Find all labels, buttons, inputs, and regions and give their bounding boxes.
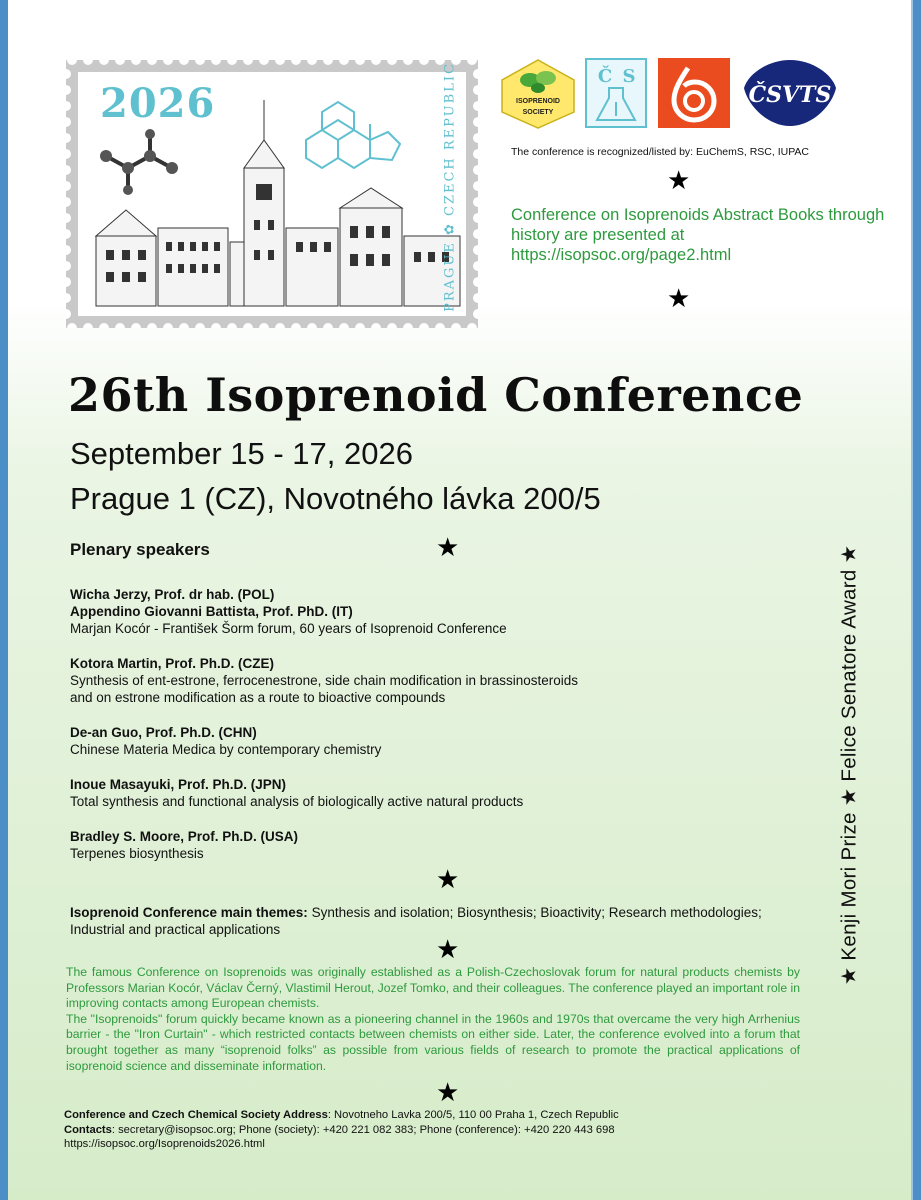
star-icon: ★ bbox=[667, 166, 691, 196]
postage-stamp-illustration bbox=[66, 60, 478, 328]
speaker-name: Inoue Masayuki, Prof. Ph.D. (JPN) bbox=[70, 777, 287, 792]
speaker-entry bbox=[70, 776, 810, 810]
speaker-talk: Marjan Kocór - František Šorm forum, 60 years of Isoprenoid Conference bbox=[70, 621, 507, 636]
conference-history bbox=[66, 965, 800, 1074]
svg-text:SOCIETY: SOCIETY bbox=[522, 109, 554, 116]
history-paragraph: The "Isoprenoids" forum quickly became known as a pioneering channel in the 1960s and 1970s that overcame the very high Arrhenius barrier - the "Iron Curtain" - which restricted contacts between chemists on either side. Later, the conference evolved into a forum that brought together as many “isoprenoid folks” as possible from various fields of research to promote the practical applications of isoprenoid science and disseminate information. bbox=[66, 1011, 800, 1073]
speaker-talk: Synthesis of ent-estrone, ferrocenestrone, side chain modification in brassinosteroids bbox=[70, 673, 579, 688]
stamp-location-text: PRAGUE ✿ CZECH REPUBLIC bbox=[442, 62, 458, 312]
svg-text:ISOPRENOID: ISOPRENOID bbox=[516, 98, 560, 105]
conference-dates: September 15 - 17, 2026 bbox=[70, 436, 413, 471]
speaker-entry bbox=[70, 586, 810, 637]
speaker-name: Bradley S. Moore, Prof. Ph.D. (USA) bbox=[70, 829, 299, 844]
plenary-heading: Plenary speakers bbox=[70, 540, 210, 559]
speaker-name: De-an Guo, Prof. Ph.D. (CHN) bbox=[70, 725, 257, 740]
conference-url[interactable]: https://isopsoc.org/Isoprenoids2026.html bbox=[64, 1138, 265, 1150]
speaker-name: Kotora Martin, Prof. Ph.D. (CZE) bbox=[70, 656, 274, 671]
abstract-books-note: Conference on Isoprenoids Abstract Books through history are presented at https://isopsoc.org/page2.html bbox=[511, 206, 885, 264]
speaker-entry bbox=[70, 828, 810, 862]
contact-footer bbox=[64, 1108, 804, 1152]
svg-text:Č: Č bbox=[597, 66, 613, 87]
svg-text:ČSVTS: ČSVTS bbox=[748, 82, 832, 108]
address-label: Conference and Czech Chemical Society Address bbox=[64, 1109, 328, 1121]
star-icon: ★ bbox=[436, 865, 460, 895]
history-paragraph: The famous Conference on Isoprenoids was originally established as a Polish-Czechoslovak forum for natural products chemists by Professors Marian Kocór, Václav Černý, Vlastimil Herout, Jozef Tomko, and their colleagues. The conference played an important role in improving contacts among European chemists. bbox=[66, 965, 800, 1011]
conference-title: 26th Isoprenoid Conference bbox=[68, 368, 804, 422]
csvts-logo bbox=[742, 58, 838, 128]
main-themes bbox=[70, 904, 770, 938]
star-icon: ★ bbox=[436, 1078, 460, 1108]
speaker-talk: Chinese Materia Medica by contemporary chemistry bbox=[70, 742, 382, 757]
awards-vertical-banner: ★ Kenji Mori Prize ★ Felice Senatore Award ★ bbox=[837, 544, 861, 986]
recognition-note: The conference is recognized/listed by: EuChemS, RSC, IUPAC bbox=[511, 146, 810, 158]
right-border bbox=[913, 0, 921, 1200]
czech-chemical-society-logo bbox=[585, 58, 647, 128]
contacts-label: Contacts bbox=[64, 1123, 112, 1136]
themes-label: Isoprenoid Conference main themes: bbox=[70, 905, 308, 920]
speaker-name: Wicha Jerzy, Prof. dr hab. (POL) bbox=[70, 587, 275, 602]
left-border bbox=[0, 0, 8, 1200]
speaker-entry bbox=[70, 724, 810, 758]
stamp-year: 2026 bbox=[100, 80, 216, 127]
speaker-list bbox=[70, 586, 810, 880]
speaker-talk-continued: and on estrone modification as a route to bioactive compounds bbox=[70, 690, 446, 705]
speaker-talk: Total synthesis and functional analysis of biologically active natural products bbox=[70, 794, 524, 809]
star-icon: ★ bbox=[667, 284, 691, 314]
vscht-logo bbox=[658, 58, 730, 128]
address-line: Conference and Czech Chemical Society Address: Novotneho Lavka 200/5, 110 00 Praha 1, Czech Republic bbox=[64, 1109, 619, 1121]
star-icon: ★ bbox=[436, 935, 460, 965]
contacts-line: Contacts: secretary@isopsoc.org; Phone (society): +420 221 082 383; Phone (conference): +420 220 443 698 bbox=[64, 1123, 615, 1136]
star-icon: ★ bbox=[436, 533, 460, 563]
speaker-name: Appendino Giovanni Battista, Prof. PhD. (IT) bbox=[70, 604, 353, 619]
speaker-entry bbox=[70, 655, 810, 706]
themes-text: Synthesis and isolation; Biosynthesis; Bioactivity; Research methodologies; Industrial and practical applications bbox=[70, 905, 762, 937]
speaker-talk: Terpenes biosynthesis bbox=[70, 846, 204, 861]
isoprenoid-society-logo bbox=[500, 58, 576, 130]
conference-venue: Prague 1 (CZ), Novotného lávka 200/5 bbox=[70, 481, 601, 516]
svg-text:S: S bbox=[622, 66, 636, 87]
